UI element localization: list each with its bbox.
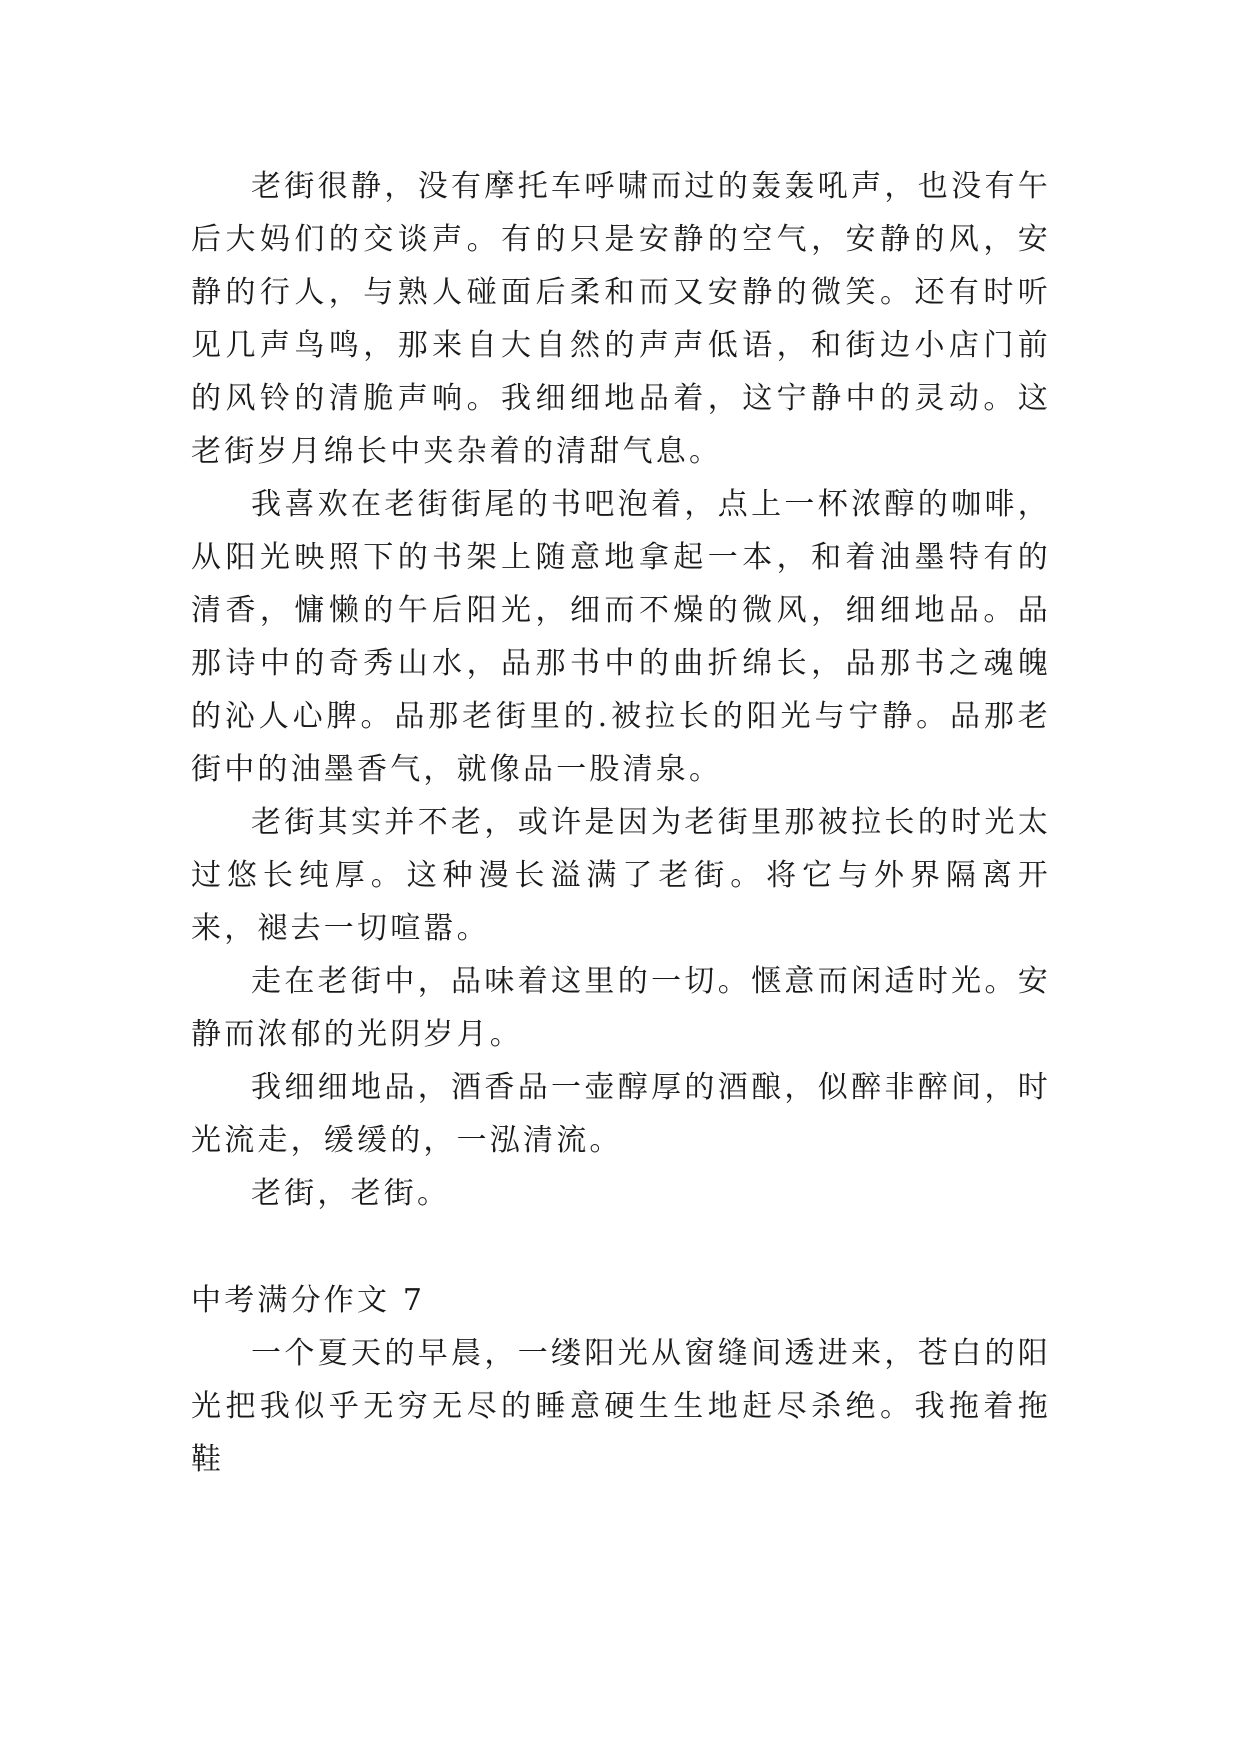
document-body <box>191 160 1051 1486</box>
section-paragraph-1: 一个夏天的早晨，一缕阳光从窗缝间透进来，苍白的阳光把我似乎无穷无尽的睡意硬生生地赶尽杀绝。我拖着拖鞋 <box>191 1336 1051 1477</box>
paragraph-5: 我细细地品，酒香品一壶醇厚的酒酿，似醉非醉间，时光流走，缓缓的，一泓清流。 <box>191 1070 1051 1158</box>
paragraph-2: 我喜欢在老街街尾的书吧泡着，点上一杯浓醇的咖啡，从阳光映照下的书架上随意地拿起一本，和着油墨特有的清香，慵懒的午后阳光，细而不燥的微风，细细地品。品那诗中的奇秀山水，品那书中的曲折绵长，品那书之魂魄的沁人心脾。品那老街里的.被拉长的阳光与宁静。品那老街中的油墨香气，就像品一股清泉。 <box>191 487 1051 787</box>
paragraph-3: 老街其实并不老，或许是因为老街里那被拉长的时光太过悠长纯厚。这种漫长溢满了老街。将它与外界隔离开来，褪去一切喧嚣。 <box>191 805 1051 946</box>
section-heading: 中考满分作文 7 <box>191 1283 426 1318</box>
paragraph-6: 老街，老街。 <box>251 1176 451 1211</box>
paragraph-4: 走在老街中，品味着这里的一切。惬意而闲适时光。安静而浓郁的光阴岁月。 <box>191 964 1051 1052</box>
paragraph-1: 老街很静，没有摩托车呼啸而过的轰轰吼声，也没有午后大妈们的交谈声。有的只是安静的空气，安静的风，安静的行人，与熟人碰面后柔和而又安静的微笑。还有时听见几声鸟鸣，那来自大自然的声声低语，和街边小店门前的风铃的清脆声响。我细细地品着，这宁静中的灵动。这老街岁月绵长中夹杂着的清甜气息。 <box>191 169 1051 469</box>
